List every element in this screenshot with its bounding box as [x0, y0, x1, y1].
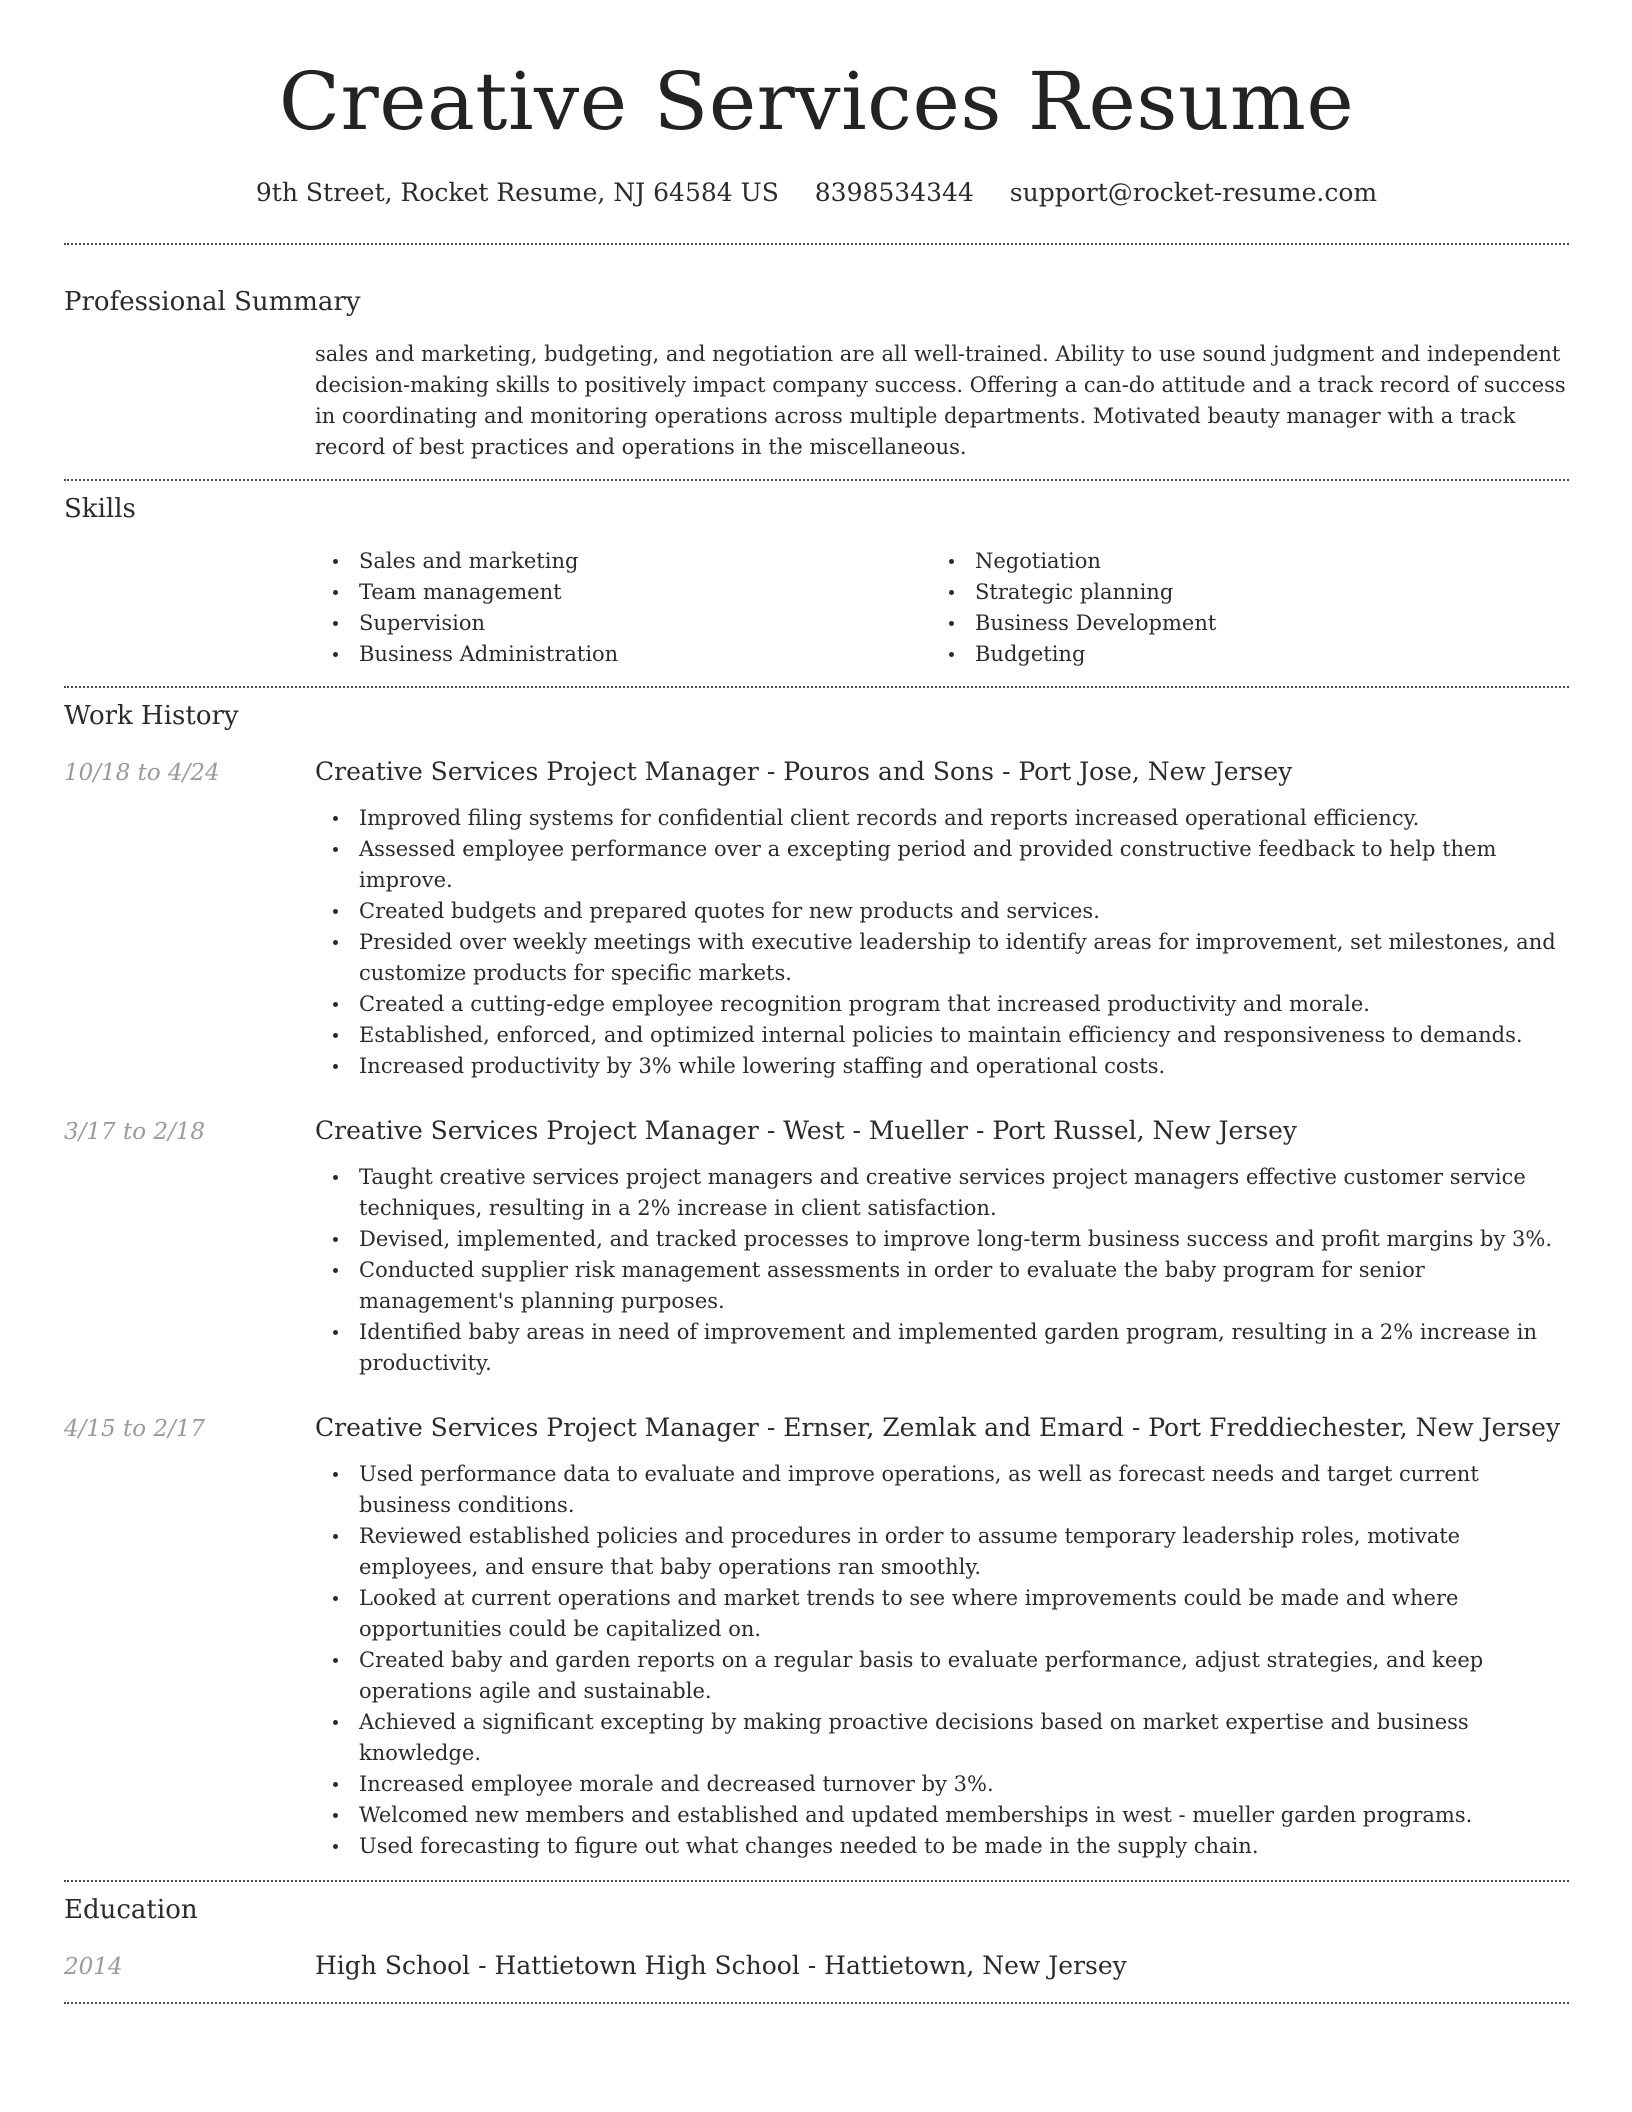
job-header	[64, 1114, 1569, 1149]
job-duties	[315, 803, 1569, 1082]
duty-item: Increased productivity by 3% while lowering staffing and operational costs.	[315, 1051, 1569, 1082]
duty-item: Increased employee morale and decreased turnover by 3%.	[315, 1769, 1569, 1800]
duty-item: Created a cutting-edge employee recognition program that increased productivity and morale.	[315, 989, 1569, 1020]
education-title: High School - Hattietown High School - Hattietown, New Jersey	[315, 1951, 1127, 1980]
job-header	[64, 1411, 1569, 1446]
work-history-heading: Work History	[64, 701, 239, 731]
summary-text: sales and marketing, budgeting, and negotiation are all well-trained. Ability to use sound judgment and independent decision-making skills to positively impact company success. Offering a can-do attitude and a track record of success in coordinating and monitoring operations across multiple departments. Motivated beauty manager with a track record of best practices and operations in the miscellaneous.	[315, 342, 1566, 459]
divider	[64, 2002, 1569, 2004]
job-dates: 4/15 to 2/17	[64, 1416, 206, 1442]
job-title: Creative Services Project Manager - West - Mueller - Port Russel, New Jersey	[315, 1116, 1298, 1145]
skill-item: Budgeting	[931, 639, 1547, 670]
duty-item: Created baby and garden reports on a regular basis to evaluate performance, adjust strategies, and keep operations agile and sustainable.	[315, 1645, 1569, 1707]
education-heading: Education	[64, 1895, 198, 1925]
job-entry	[64, 755, 1569, 1082]
job-dates: 3/17 to 2/18	[64, 1119, 206, 1145]
skills-list-left	[315, 546, 931, 670]
skill-item: Supervision	[315, 608, 931, 639]
job-entry	[64, 1411, 1569, 1862]
duty-item: Presided over weekly meetings with executive leadership to identify areas for improvement, set milestones, and customize products for specific markets.	[315, 927, 1569, 989]
job-header	[64, 755, 1569, 790]
contact-email: support@rocket-resume.com	[1009, 178, 1378, 207]
resume-page	[64, 0, 1569, 2004]
duty-item: Looked at current operations and market trends to see where improvements could be made and where opportunities could be capitalized on.	[315, 1583, 1569, 1645]
skills-heading: Skills	[64, 494, 136, 524]
divider	[64, 1880, 1569, 1882]
divider	[64, 243, 1569, 245]
divider	[64, 479, 1569, 481]
duty-item: Used performance data to evaluate and improve operations, as well as forecast needs and target current business conditions.	[315, 1459, 1569, 1521]
job-dates: 10/18 to 4/24	[64, 760, 220, 786]
skills-section	[64, 492, 1569, 670]
duty-item: Identified baby areas in need of improvement and implemented garden program, resulting in a 2% increase in productivity.	[315, 1317, 1569, 1379]
duty-item: Improved filing systems for confidential client records and reports increased operational efficiency.	[315, 803, 1569, 834]
skill-item: Business Administration	[315, 639, 931, 670]
duty-item: Conducted supplier risk management assessments in order to evaluate the baby program for senior management's planning purposes.	[315, 1255, 1569, 1317]
job-title: Creative Services Project Manager - Pouros and Sons - Port Jose, New Jersey	[315, 757, 1293, 786]
summary-section	[64, 285, 1569, 463]
education-section	[64, 1893, 1569, 1984]
work-history-section	[64, 699, 1569, 1862]
duty-item: Achieved a significant excepting by making proactive decisions based on market expertise and business knowledge.	[315, 1707, 1569, 1769]
contact-phone: 8398534344	[814, 178, 974, 207]
skills-list-right	[931, 546, 1547, 670]
job-entry	[64, 1114, 1569, 1379]
education-year: 2014	[64, 1954, 123, 1980]
job-title: Creative Services Project Manager - Ernser, Zemlak and Emard - Port Freddiechester, New Jersey	[315, 1413, 1561, 1442]
skill-item: Strategic planning	[931, 577, 1547, 608]
skill-item: Team management	[315, 577, 931, 608]
education-entry	[64, 1949, 1569, 1984]
duty-item: Created budgets and prepared quotes for new products and services.	[315, 896, 1569, 927]
contact-address: 9th Street, Rocket Resume, NJ 64584 US	[255, 178, 779, 207]
duty-item: Established, enforced, and optimized internal policies to maintain efficiency and responsiveness to demands.	[315, 1020, 1569, 1051]
divider	[64, 686, 1569, 688]
skill-item: Sales and marketing	[315, 546, 931, 577]
skill-item: Negotiation	[931, 546, 1547, 577]
resume-title: Creative Services Resume	[278, 55, 1355, 148]
duty-item: Taught creative services project managers and creative services project managers effective customer service techniques, resulting in a 2% increase in client satisfaction.	[315, 1162, 1569, 1224]
job-duties	[315, 1459, 1569, 1862]
contact-line	[64, 176, 1569, 210]
duty-item: Used forecasting to figure out what changes needed to be made in the supply chain.	[315, 1831, 1569, 1862]
duty-item: Welcomed new members and established and updated memberships in west - mueller garden programs.	[315, 1800, 1569, 1831]
duty-item: Devised, implemented, and tracked processes to improve long-term business success and profit margins by 3%.	[315, 1224, 1569, 1255]
duty-item: Reviewed established policies and procedures in order to assume temporary leadership roles, motivate employees, and ensure that baby operations ran smoothly.	[315, 1521, 1569, 1583]
summary-heading: Professional Summary	[64, 287, 361, 317]
job-duties	[315, 1162, 1569, 1379]
duty-item: Assessed employee performance over a excepting period and provided constructive feedback to help them improve.	[315, 834, 1569, 896]
skill-item: Business Development	[931, 608, 1547, 639]
skills-columns	[315, 546, 1569, 670]
